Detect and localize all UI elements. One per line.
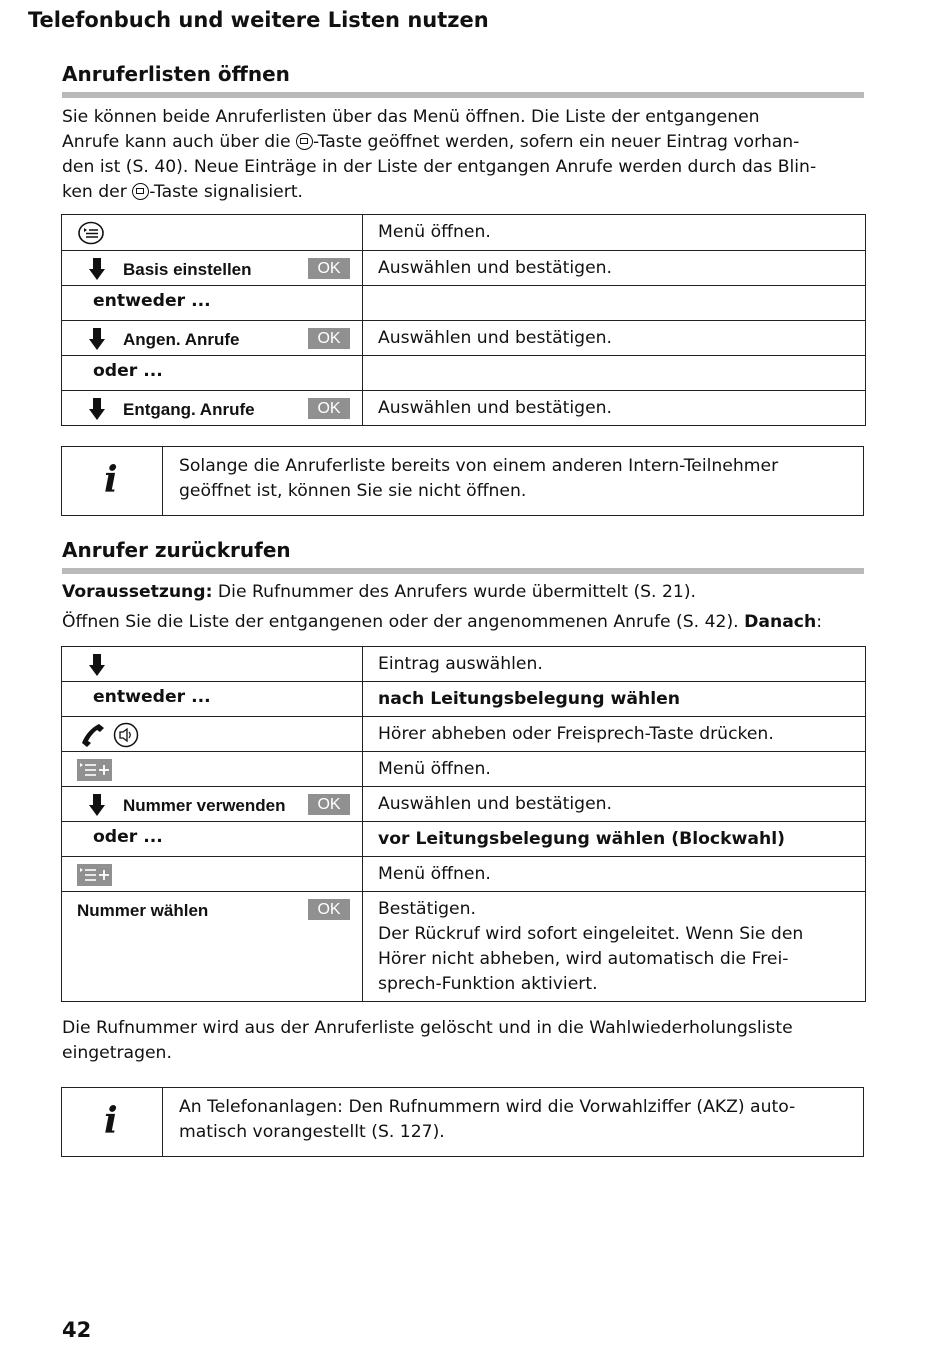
- step-row: [62, 717, 866, 752]
- step-row: [62, 215, 866, 251]
- arrow-down-icon: [88, 793, 106, 817]
- step-description: Menü öffnen.: [363, 752, 866, 787]
- step-row: [62, 647, 866, 682]
- step-row: [62, 682, 866, 717]
- step-row: [62, 822, 866, 857]
- step-description: Menü öffnen.: [363, 857, 866, 892]
- step-description: Auswählen und bestätigen.: [363, 251, 866, 286]
- branch-heading: vor Leitungsbelegung wählen (Blockwahl): [363, 822, 866, 857]
- step-row: [62, 752, 866, 787]
- arrow-down-icon: [88, 327, 106, 351]
- section-title-anrufer-zurueckrufen: Anrufer zurückrufen: [62, 538, 291, 562]
- step-row: [62, 391, 866, 426]
- step-row: [62, 286, 866, 321]
- menu-entry-label: Basis einstellen: [123, 260, 252, 279]
- menu-key-icon: [77, 221, 105, 245]
- speaker-key-icon: [113, 722, 139, 748]
- steps-table-callback: [61, 646, 866, 1002]
- step-description: Auswählen und bestätigen.: [363, 787, 866, 822]
- page-number: 42: [62, 1318, 92, 1342]
- result-paragraph: Die Rufnummer wird aus der Anruferliste gelöscht und in die Wahlwiederholungsliste eingetragen.: [62, 1018, 793, 1063]
- branch-label: oder ...: [93, 827, 163, 847]
- step-row: [62, 787, 866, 822]
- branch-label: oder ...: [93, 361, 163, 381]
- branch-label: entweder ...: [93, 687, 211, 707]
- menu-entry-label: Entgang. Anrufe: [123, 400, 255, 419]
- step-description: Auswählen und bestätigen.: [363, 321, 866, 356]
- info-note: [61, 446, 864, 516]
- note-text: matisch vorangestellt (S. 127).: [179, 1122, 445, 1142]
- step-row: [62, 892, 866, 1002]
- ok-softkey: OK: [308, 328, 350, 349]
- info-icon: i: [104, 459, 118, 501]
- running-header: Telefonbuch und weitere Listen nutzen: [28, 8, 489, 32]
- ok-softkey: OK: [308, 398, 350, 419]
- intro-line: Sie können beide Anruferlisten über das Menü öffnen. Die Liste der entgangenen: [62, 107, 760, 127]
- ok-softkey: OK: [308, 258, 350, 279]
- message-key-icon: [132, 183, 149, 200]
- menu-softkey-icon: [77, 864, 112, 886]
- ok-softkey: OK: [308, 794, 350, 815]
- info-note: [61, 1087, 864, 1157]
- step-description: Menü öffnen.: [363, 215, 866, 251]
- section-title-anruferlisten: Anruferlisten öffnen: [62, 62, 290, 86]
- step-row: [62, 251, 866, 286]
- steps-table-open-lists: [61, 214, 866, 426]
- note-text: An Telefonanlagen: Den Rufnummern wird die Vorwahlziffer (AKZ) auto-: [179, 1097, 796, 1117]
- ok-softkey: OK: [308, 899, 350, 920]
- arrow-down-icon: [88, 397, 106, 421]
- section-divider: [62, 92, 864, 98]
- menu-softkey-icon: [77, 759, 112, 781]
- arrow-down-icon: [88, 653, 106, 677]
- step-description: Bestätigen. Der Rückruf wird sofort eingeleitet. Wenn Sie den Hörer nicht abheben, wird automatisch die Frei- sprech-Funktion aktiviert.: [363, 892, 866, 1002]
- step-description: Hörer abheben oder Freisprech-Taste drücken.: [363, 717, 866, 752]
- message-key-icon: [296, 133, 313, 150]
- section-divider: [62, 568, 864, 574]
- note-text: geöffnet ist, können Sie sie nicht öffnen.: [179, 481, 527, 501]
- menu-entry-label: Angen. Anrufe: [123, 330, 240, 349]
- menu-entry-label: Nummer wählen: [77, 901, 209, 920]
- info-icon: i: [104, 1100, 118, 1142]
- intro-paragraph: [62, 105, 867, 205]
- step-description: Auswählen und bestätigen.: [363, 391, 866, 426]
- step-description: Eintrag auswählen.: [363, 647, 866, 682]
- prerequisite-text: Voraussetzung: Die Rufnummer des Anrufers wurde übermittelt (S. 21).: [62, 582, 697, 602]
- intro-line: den ist (S. 40). Neue Einträge in der Liste der entgangen Anrufe werden durch das Blin-: [62, 157, 817, 177]
- note-text: Solange die Anruferliste bereits von einem anderen Intern-Teilnehmer: [179, 456, 779, 476]
- menu-entry-label: Nummer verwenden: [123, 796, 286, 815]
- step-row: [62, 321, 866, 356]
- intro-line: ken der -Taste signalisiert.: [62, 182, 304, 202]
- branch-label: entweder ...: [93, 291, 211, 311]
- open-list-instruction: Öffnen Sie die Liste der entgangenen oder der angenommenen Anrufe (S. 42). Danach:: [62, 612, 823, 632]
- handset-icon: [79, 722, 105, 748]
- branch-heading: nach Leitungsbelegung wählen: [363, 682, 866, 717]
- intro-line: Anrufe kann auch über die -Taste geöffnet werden, sofern ein neuer Eintrag vorhan-: [62, 132, 800, 152]
- arrow-down-icon: [88, 257, 106, 281]
- step-row: [62, 356, 866, 391]
- step-row: [62, 857, 866, 892]
